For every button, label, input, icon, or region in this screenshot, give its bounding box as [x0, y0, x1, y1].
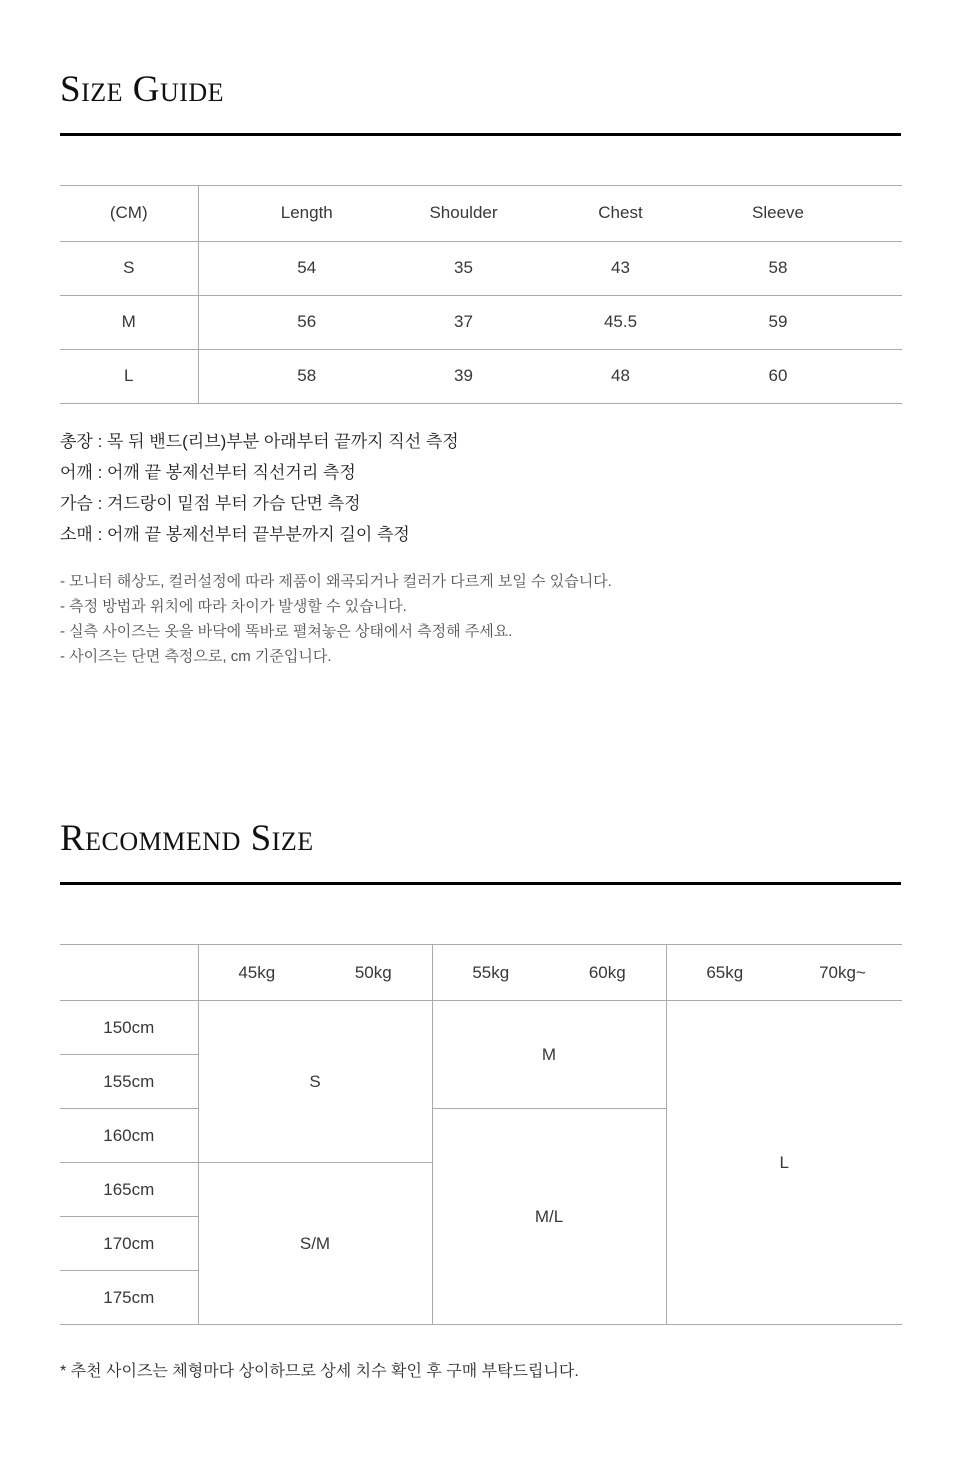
size-table-header-row — [60, 185, 902, 241]
recommend-size-title: Recommend Size — [60, 818, 314, 860]
height-label: 160cm — [60, 1109, 198, 1163]
note-line: - 실측 사이즈는 옷을 바닥에 똑바로 펼쳐놓은 상태에서 측정해 주세요. — [60, 622, 513, 640]
size-guide-title: Size Guide — [60, 68, 225, 110]
weight-header: 55kg — [432, 945, 549, 1001]
size-table-row-l — [60, 349, 902, 403]
note-line: - 측정 방법과 위치에 따라 차이가 발생할 수 있습니다. — [60, 597, 407, 615]
size-value: 58 — [699, 241, 902, 295]
size-label: M — [60, 295, 198, 349]
weight-header: 60kg — [549, 945, 666, 1001]
size-value: 37 — [385, 295, 542, 349]
recommend-table-header-row — [60, 945, 902, 1001]
size-label: S — [60, 241, 198, 295]
height-label: 155cm — [60, 1055, 198, 1109]
recommendation-cell-s: S — [198, 1001, 432, 1163]
measurement-line-chongjang: 총장 : 목 뒤 밴드(리브)부분 아래부터 끝까지 직선 측정 — [60, 431, 459, 451]
size-table-header-length: Length — [198, 185, 385, 241]
weight-header: 45kg — [198, 945, 315, 1001]
size-table-header-shoulder: Shoulder — [385, 185, 542, 241]
size-table-header-chest: Chest — [542, 185, 699, 241]
size-value: 43 — [542, 241, 699, 295]
weight-header: 70kg~ — [783, 945, 902, 1001]
measurement-line-sleeve: 소매 : 어깨 끝 봉제선부터 끝부분까지 길이 측정 — [60, 524, 410, 544]
weight-header: 65kg — [666, 945, 783, 1001]
size-table-header-cm: (CM) — [60, 185, 198, 241]
note-line: - 모니터 해상도, 컬러설정에 따라 제품이 왜곡되거나 컬러가 다르게 보일 수 있습니다. — [60, 572, 612, 590]
recommend-table-corner-cell — [60, 945, 198, 1001]
size-value: 45.5 — [542, 295, 699, 349]
size-value: 60 — [699, 349, 902, 403]
size-value: 54 — [198, 241, 385, 295]
size-value: 56 — [198, 295, 385, 349]
size-measurement-table — [60, 185, 902, 404]
size-value: 35 — [385, 241, 542, 295]
size-table-row-s — [60, 241, 902, 295]
height-label: 165cm — [60, 1163, 198, 1217]
height-label: 170cm — [60, 1217, 198, 1271]
recommend-row-150 — [60, 1001, 902, 1055]
size-value: 59 — [699, 295, 902, 349]
size-value: 58 — [198, 349, 385, 403]
size-value: 39 — [385, 349, 542, 403]
recommend-size-footnote: * 추천 사이즈는 체형마다 상이하므로 상세 치수 확인 후 구매 부탁드립니다. — [60, 1363, 579, 1381]
measurement-instructions — [60, 426, 902, 550]
recommendation-cell-l: L — [779, 1152, 789, 1172]
recommend-size-divider-rule — [60, 882, 901, 885]
size-guide-page — [0, 25, 960, 1381]
recommendation-cell-sm: S/M — [198, 1163, 432, 1325]
size-label: L — [60, 349, 198, 403]
measurement-line-shoulder: 어깨 : 어깨 끝 봉제선부터 직선거리 측정 — [60, 462, 356, 482]
size-table-header-sleeve: Sleeve — [699, 185, 902, 241]
recommend-size-table — [60, 944, 902, 1325]
note-line: - 사이즈는 단면 측정으로, cm 기준입니다. — [60, 647, 332, 665]
weight-header: 50kg — [315, 945, 432, 1001]
disclaimer-notes — [60, 569, 902, 669]
size-table-row-m — [60, 295, 902, 349]
height-label: 150cm — [60, 1001, 198, 1055]
measurement-line-chest: 가슴 : 겨드랑이 밑점 부터 가슴 단면 측정 — [60, 493, 361, 513]
size-guide-divider-rule — [60, 133, 901, 136]
recommendation-cell-m: M — [432, 1001, 666, 1109]
recommendation-cell-ml: M/L — [432, 1109, 666, 1325]
size-value: 48 — [542, 349, 699, 403]
height-label: 175cm — [60, 1271, 198, 1325]
